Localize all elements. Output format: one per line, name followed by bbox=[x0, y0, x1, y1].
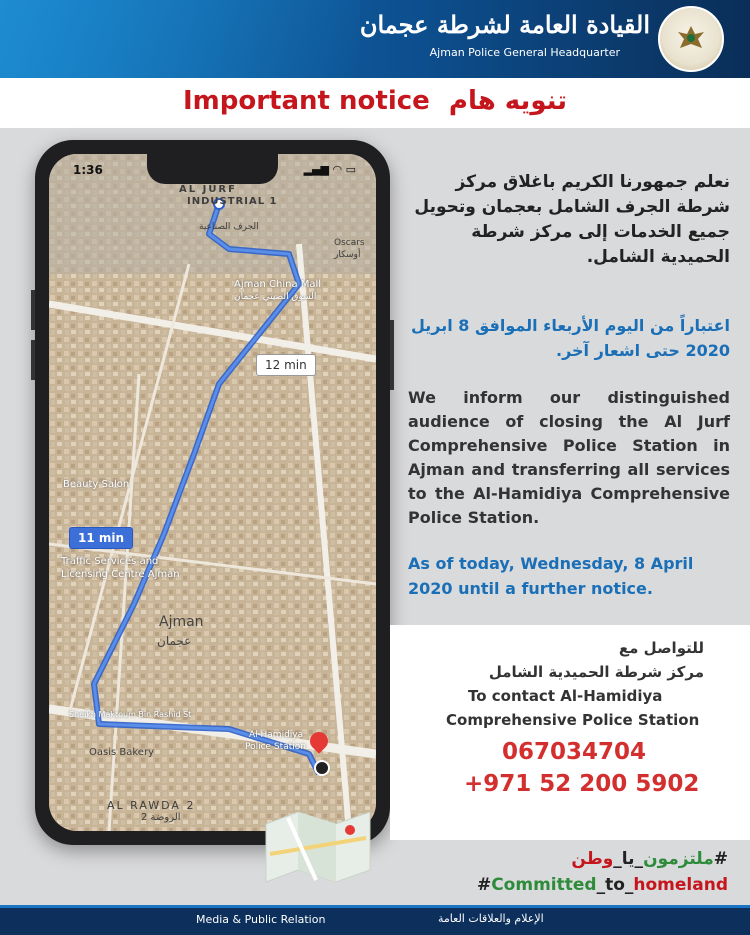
contact-arabic-line1: للتواصل مع bbox=[618, 639, 704, 657]
footer-bar bbox=[0, 905, 750, 935]
map-background bbox=[49, 154, 376, 831]
map-label-beauty-salon: Beauty Salon bbox=[63, 479, 130, 490]
hashtag-en-green: Committed bbox=[491, 875, 597, 895]
contact-arabic-line2: مركز شرطة الحميدية الشامل bbox=[488, 663, 704, 681]
footer-english: Media & Public Relation bbox=[196, 913, 326, 926]
map-label-traffic-line1: Traffic Services and bbox=[61, 556, 159, 567]
status-icons: ▂▄▆ ◠ ▭ bbox=[303, 163, 356, 176]
hashtag-ar-green: ملتزمون bbox=[643, 849, 714, 869]
notice-english-date: As of today, Wednesday, 8 April 2020 until a further notice. bbox=[408, 554, 694, 598]
phone-mockup bbox=[35, 140, 390, 845]
notice-arabic-date: اعتباراً من اليوم الأربعاء الموافق 8 ابريل 2020 حتى اشعار آخر. bbox=[410, 316, 730, 360]
route-time-11-min[interactable]: 11 min bbox=[69, 527, 133, 549]
map-label-rawda: AL RAWDA 2 bbox=[107, 799, 196, 812]
map-label-oscars: Oscars bbox=[334, 238, 365, 248]
map-label-china-mall-ar: السوق الصيني عجمان bbox=[234, 292, 317, 302]
contact-panel bbox=[390, 625, 750, 840]
map-label-rawda-ar: الروضة 2 bbox=[141, 812, 181, 823]
map-label-hamidiya-line1: Al Hamidiya bbox=[249, 730, 304, 740]
hashtag-ar-sep: _يا_ bbox=[613, 849, 644, 869]
map-label-hamidiya-line2: Police Station bbox=[245, 742, 306, 752]
phone-power-button bbox=[390, 320, 394, 390]
footer-arabic: الإعلام والعلاقات العامة bbox=[438, 912, 544, 925]
hashtag-ar-red: وطن bbox=[571, 849, 614, 869]
phone-number-mobile[interactable]: +971 52 200 5902 bbox=[464, 771, 700, 797]
org-name-english: Ajman Police General Headquarter bbox=[429, 46, 620, 59]
notice-title-bar bbox=[0, 78, 750, 128]
map-label-al-jurf-ar: الجرف الصناعية bbox=[199, 222, 259, 232]
map-label-al-jurf: AL JURF bbox=[179, 184, 237, 195]
map-label-ajman-ar: عجمان bbox=[157, 634, 192, 648]
hashtag-en-red: homeland bbox=[633, 875, 728, 895]
hashtag-en-prefix: # bbox=[476, 875, 492, 895]
map-label-ajman: Ajman bbox=[159, 614, 204, 630]
eagle-icon bbox=[674, 22, 708, 56]
map-screen[interactable] bbox=[49, 154, 376, 831]
status-time: 1:36 bbox=[73, 163, 103, 177]
map-label-oasis-bakery: Oasis Bakery bbox=[89, 747, 154, 758]
hashtag-en-mid: _to_ bbox=[596, 875, 634, 895]
destination-marker-icon[interactable] bbox=[314, 760, 330, 776]
notice-arabic-paragraph: نعلم جمهورنا الكريم باغلاق مركز شرطة الجرف الشامل بعجمان وتحويل جميع الخدمات إلى مركز شرطة الحميدية الشامل. bbox=[414, 172, 730, 267]
org-name-arabic: القيادة العامة لشرطة عجمان bbox=[359, 10, 650, 39]
map-label-sheikh-road: Sheikh Maktoum Bin Rashid St bbox=[69, 710, 192, 719]
contact-english-line1: To contact Al-Hamidiya bbox=[468, 687, 663, 705]
map-label-oscars-ar: أوسكار bbox=[334, 250, 361, 260]
contact-english-line2: Comprehensive Police Station bbox=[446, 711, 700, 729]
phone-notch bbox=[147, 154, 278, 184]
title-english: Important notice bbox=[183, 86, 430, 116]
phone-number-landline[interactable]: 067034704 bbox=[502, 739, 647, 765]
route-time-12-min[interactable]: 12 min bbox=[256, 354, 316, 376]
folded-map-icon bbox=[258, 804, 378, 884]
phone-volume-button bbox=[31, 290, 35, 330]
map-label-china-mall: Ajman China Mall bbox=[234, 279, 322, 290]
notice-english-paragraph: We inform our distinguished audience of closing the Al Jurf Comprehensive Police Station in Ajman and transferring all services to the Al-Hamidiya Comprehensive Police Station. bbox=[408, 388, 730, 527]
map-label-traffic-line2: Licensing Centre Ajman bbox=[61, 569, 180, 580]
map-label-industrial: INDUSTRIAL 1 bbox=[187, 196, 278, 207]
header-decoration bbox=[0, 0, 360, 78]
title-arabic: تنويه هام bbox=[448, 86, 567, 116]
hashtag-arabic bbox=[571, 849, 728, 869]
police-emblem-logo bbox=[658, 6, 724, 72]
hashtag-ar-hash: # bbox=[713, 849, 728, 869]
hashtag-english bbox=[477, 875, 728, 895]
footer-divider bbox=[0, 905, 750, 908]
phone-volume-button bbox=[31, 340, 35, 380]
